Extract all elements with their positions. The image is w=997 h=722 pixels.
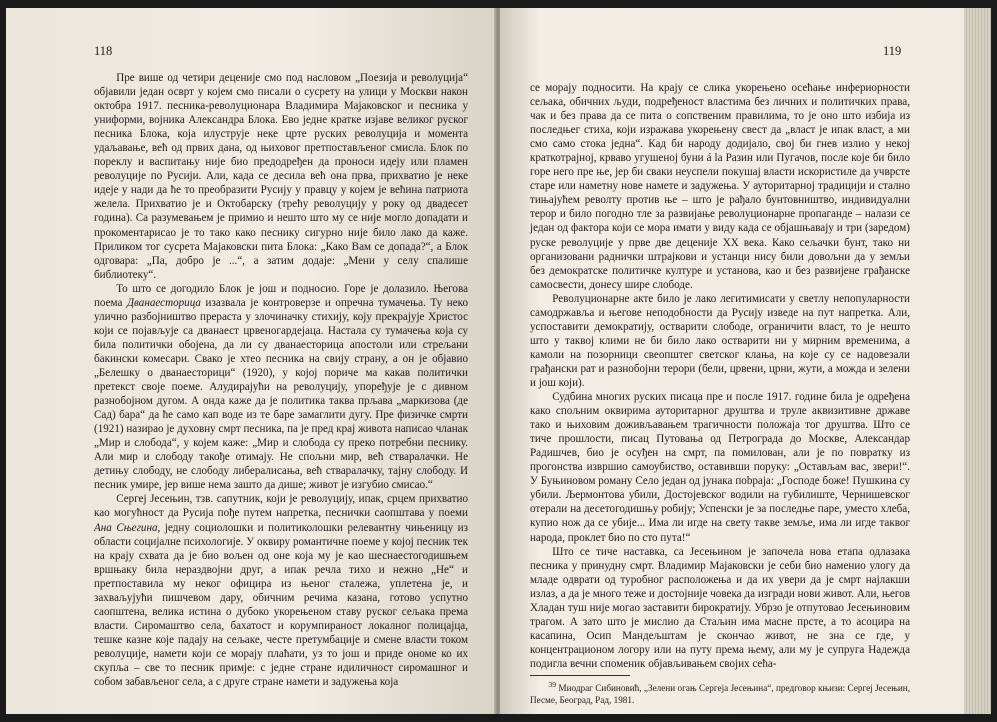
body-text — [530, 81, 910, 706]
paragraph: се морају подносити. На крају се слика укорењено осећање инфериорности сељака, обичних људи, подређеност властима без личних и политичких права, чак и без права да се пита о сопственим правилима, то је оно што избија из последњег стиха, који изражава укорењену свест да „власт је ипак власт, а ми смо само стока једна“. Кад би народу додијало, свој би гнев излио у некој краткотрајној, крваво угушеној буни á la Разин или Пугачов, после које би било горе него пре ње, јер би сваки неуспели покушај власти искористиле да учврсте старе или наметну нове намете и задужења. У ауторитарној традицији и стално тињајућем револту против ње – што је рађало бунтовништво, индивидуални терор и било погодно тле за развијање револуционарне пропаганде – налази се један од фактора који се мора имати у виду када се објашњавају и три (заредом) руске револуције у прве две деценије ХХ века. Како сељачки бунт, тако ни организовани раднички штрајкови и устанци нису били довољни да у земљи без демократске политичке културе и установа, као и без развијене грађанске самосвести, донесу шире слободе. — [530, 82, 910, 291]
footnote-rule — [530, 675, 630, 676]
paragraph: Револуционарне акте било је лако легитимисати у светлу непопуларности самодржавља и његове неподобности да Русију изведе на пут напретка. Али, успоставити демократију, остварити слободе, ограничити власт, то је нешто што у таквој клими не би било лако остварити ни у мирним временима, а камоли на позорници свеопштег светског клања, на које су се надовезали грађански рат и разнобојни терори (бели, црвени, црни, жути, а можда и зелени и још који). — [530, 292, 910, 389]
page-number: 118 — [94, 44, 113, 58]
paragraph: Што се тиче наставка, са Јесењином је започела нова етапа одлазака песника у принудну смрт. Владимир Мајаковски је себи био наменио улогу да младе одврати од туробног расположења и да их увери да је смрт најлакши излаз, а да је много теже и достојније човека да изгради нови живот. Али, његов Хладан туш није могао заставити бирократију. Убрзо је отпутовао Јесењиновим трагом. А зато што је мислио да Стаљин има масне прсте, а то асоцира на касапина, Осип Мандељштам је скончао живот, не зна се где, у концентрационом логору или на путу према њему, али му је супруга Надежда подигла вечни споменик објављивањем својих сећа- — [530, 545, 910, 670]
paragraph: То што се догодило Блок је још и подносио. Горе је долазило. Његова поема Дванаесторица изазвала је контроверзе и опречна тумачења. Ту неко улично разбојништво прераста у злочиначку стихију, коју прекрајује Христос који се појављује са дванаест црвеногардејаца. Настала су тумачења која су била политички обојена, да ли су дванаесторица апостоли или стрељани бакински комесари. Свако је хтео песника на свију страну, а он је објавио „Белешку о дванаесторици“ (1920), у којој пориче ма какав политички претекст своје поеме. Алудирајући на револуцију, упоређује је с дивном разнобојном дугом. А онда каже да је политика таква прљава „маркизова (де Сад) бара“ да ће само кап воде из те баре замаглити дугу. Пре физичке смрти (1921) назирао је духовну смрт песника, па је пред крај живота написао чланак „Мир и слобода“, у којем каже: „Мир и слобода су преко потребни песнику. Али мир и слободу такође отимају. Не спољни мир, већ стваралачки. Не детињу слободу, не слободу либералисања, већ стваралачку, тајну слободу. И песник умире, јер више нема заштo да дише; живот је изгубио смисао.“ — [94, 282, 468, 492]
footnote-marker: 39 — [548, 679, 557, 689]
paragraph: Сергеј Јесењин, тзв. сапутник, који је револуцију, ипак, срцем прихватио као могућност да Русија пође путем напретка, песнички саопштава у поеми Ана Сњегина, једну социолошки и политиколошки релевантну чињеницу из области социјалне психологије. У оквиру романтичне поеме у којој песник тек на крају схвата да је био вољен од оне која му је као шеснаестогодишњем вршњаку била нераздвојни друг, а ипак речла тихо и нежно „Не“ и претпоставила му неког официра из њеног сталежа, уплетена је, и захваљујући пишчевом дару, обичним речима казана, готово успутно саопштена, велика истина о дубоко укорењеном ставу руског сељака према власти. Сиромаштво села, бахатост и корумпираност локалног полицајца, тешке казне које падају на сељаке, честе претумбације и смене власти током револуције, намети који се морају плаћати, уз то још и приде ономе ко их скупља – све то песник примје: с једне стране идиличност сиромашног и собом забављеног села, а с друге стране намети и задужења која — [94, 493, 468, 689]
page-number: 119 — [883, 44, 902, 58]
right-page — [500, 8, 991, 714]
book-spread — [6, 8, 991, 714]
paragraph: Пре више од четири деценије смо под насловом „Поезија и револуција“ објавили један осврт у којем смо писали о сусрету на улици у Москви након октобра 1917. песника-револуционара Владимира Мајаковског и песника у униформи, војника Александра Блока. Ево једне кратке изјаве великог руског песника Блока, која илуструје неке црте руских револуција и момента удаљавање, већ од првих дана, од њиховог претпостављеног смисла. Блок по пореклу и васпитању није био предодређен да проноси идеју или пламен револуције по Русији. Али, када се десила већ она прва, прихватио је неке идеје у нади да ће то преобразити Русију у правцу у којем је већина патриота желела. Прихватио је и Октобарску (трећу револуцију у року од двадесет година). Са разумевањем је примио и нешто што му се није могло допадати и прокоментарисао је то тако како песнику сигурно није било лако да каже. Приликом тог сусрета Мајаковски пита Блока: „Како Вам се допада?“, а Блок одговара: „Па, добро је ...“, а затим додаје: „Мени у селу спалише библиотеку“. — [94, 72, 468, 281]
paragraph: Судбина многих руских писаца пре и после 1917. године била је одређена како спољним оквирима ауторитарног друштва и труле аквизитивне државе тако и њиховим доживљавањем трагичности положаја тог друштва. Што се тиче прошлости, писац Путовања од Петрограда до Москве, Александар Радишчев, био је осуђен на смрт, па помилован, али је по повратку из прогонства извршио самоубиство, оставивши поруку: „Остављам вас, звери!“. У Буњиновом роману Село један од јунака пobраја: „Господе боже! Пушкина су убили. Љермонтова убили, Достојевског водили на губилиште, Чернишевског отерали на десетогодишњу робију; Успенски је за последње паре, уместо хлеба, купио нож да се убије... Има ли игде на свету такве земље, има ли игде таквог народа, проклет био по сто пута!“ — [530, 391, 910, 544]
footnote-text: Миодраг Сибиновић, „Зелени огањ Сергеја Јесењина“, предговор књизи: Сергеј Јесењин, Песме, Београд, Рад, 1981. — [530, 683, 911, 705]
body-text — [94, 71, 468, 689]
footnote — [530, 679, 910, 706]
left-page — [6, 8, 496, 714]
page-edges — [964, 8, 991, 714]
